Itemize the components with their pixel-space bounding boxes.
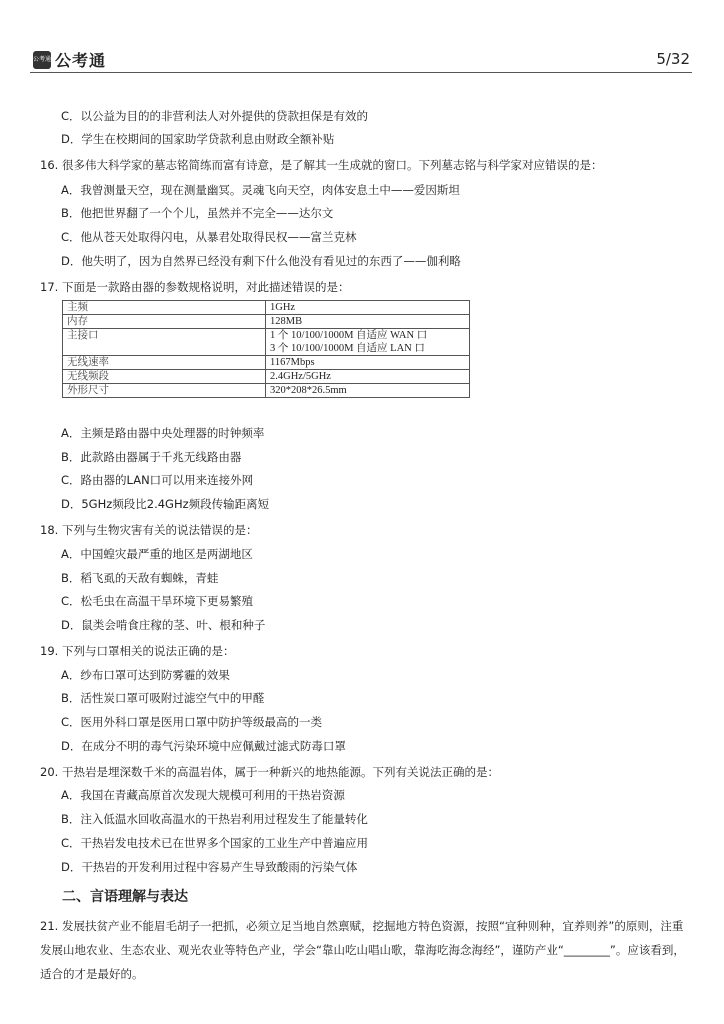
option-text: D．在成分不明的毒气污染环境中应佩戴过滤式防毒口罩 [61,739,346,753]
table-row [63,356,470,370]
option-text: D．干热岩的开发利用过程中容易产生导致酸雨的污染气体 [61,860,358,874]
logo-badge: 公考通 [33,51,51,69]
question-17: 17. 下面是一款路由器的参数规格说明，对此描述错误的是： [40,280,350,294]
router-spec-table [62,300,470,398]
logo-text: 公考通 [55,51,107,70]
option-text: D．学生在校期间的国家助学贷款利息由财政全额补贴 [61,132,335,146]
spec-value: 2.4GHz/5GHz [266,370,470,384]
option-text: C．以公益为目的的非营利法人对外提供的贷款担保是有效的 [61,109,369,123]
spec-value-line: 1 个 10/100/1000M 自适应 WAN 口 [270,330,428,341]
spec-value-line: 3 个 10/100/1000M 自适应 LAN 口 [270,343,425,354]
spec-key: 主频 [63,301,266,315]
spec-value: 320*208*26.5mm [266,384,470,398]
spec-key: 内存 [63,315,266,329]
option-text: C．他从苍天处取得闪电，从暴君处取得民权——富兰克林 [61,230,357,244]
spec-value: 1GHz [266,301,470,315]
option-text: B．注入低温水回收高温水的干热岩利用过程发生了能量转化 [61,812,368,826]
table-row [63,315,470,329]
option-text: A．主频是路由器中央处理器的时钟频率 [61,426,265,440]
option-text: A．我曾测量天空，现在测量幽冥。灵魂飞向天空，肉体安息土中——爱因斯坦 [61,183,460,197]
option-text: B．稻飞虱的天敌有蜘蛛，青蛙 [61,571,219,585]
question-21: 21. 发展扶贫产业不能眉毛胡子一把抓，必须立足当地自然禀赋，挖掘地方特色资源，按照“宜种则种，宜养则养”的原则，注重发展山地农业、生态农业、观光农业等特色产业，学会“靠山吃山唱山歌，靠海吃海念海经”，谨防产业“________”。应该看到，适合的才是最好的。 [40,919,685,981]
option-text: D．他失明了，因为自然界已经没有剩下什么他没有看见过的东西了——伽利略 [61,254,461,268]
question-19: 19. 下列与口罩相关的说法正确的是： [40,644,235,658]
option-text: D．鼠类会啃食庄稼的茎、叶、根和种子 [61,618,266,632]
page-header [30,44,692,73]
option-text: A．中国蝗灾最严重的地区是两湖地区 [61,547,253,561]
option-text: C．路由器的LAN口可以用来连接外网 [61,473,254,487]
section-title: 二、言语理解与表达 [62,889,188,905]
spec-key: 主接口 [63,329,266,356]
spec-key: 无线频段 [63,370,266,384]
option-text: C．松毛虫在高温干旱环境下更易繁殖 [61,594,254,608]
spec-value: 1167Mbps [266,356,470,370]
option-text: A．纱布口罩可达到防雾霾的效果 [61,668,230,682]
table-row [63,370,470,384]
option-text: B．他把世界翻了一个个儿，虽然并不完全——达尔文 [61,206,334,220]
logo [33,48,106,71]
spec-value: 128MB [266,315,470,329]
question-20: 20. 干热岩是埋深数千米的高温岩体，属于一种新兴的地热能源。下列有关说法正确的是： [40,765,499,779]
spec-value-multi [266,329,470,356]
question-16: 16. 很多伟大科学家的墓志铭简练而富有诗意，是了解其一生成就的窗口。下列墓志铭与科学家对应错误的是： [40,158,603,172]
option-text: A．我国在青藏高原首次发现大规模可利用的干热岩资源 [61,788,345,802]
table-row [63,384,470,398]
spec-key: 无线速率 [63,356,266,370]
option-text: C．医用外科口罩是医用口罩中防护等级最高的一类 [61,715,323,729]
table-row [63,329,470,356]
spec-key: 外形尺寸 [63,384,266,398]
option-text: B．活性炭口罩可吸附过滤空气中的甲醛 [61,691,265,705]
option-text: B．此款路由器属于千兆无线路由器 [61,450,242,464]
page-number: 5/32 [656,50,690,68]
question-18: 18. 下列与生物灾害有关的说法错误的是： [40,523,258,537]
table-row [63,301,470,315]
option-text: D．5GHz频段比2.4GHz频段传输距离短 [61,497,270,511]
option-text: C．干热岩发电技术已在世界多个国家的工业生产中普遍应用 [61,836,369,850]
